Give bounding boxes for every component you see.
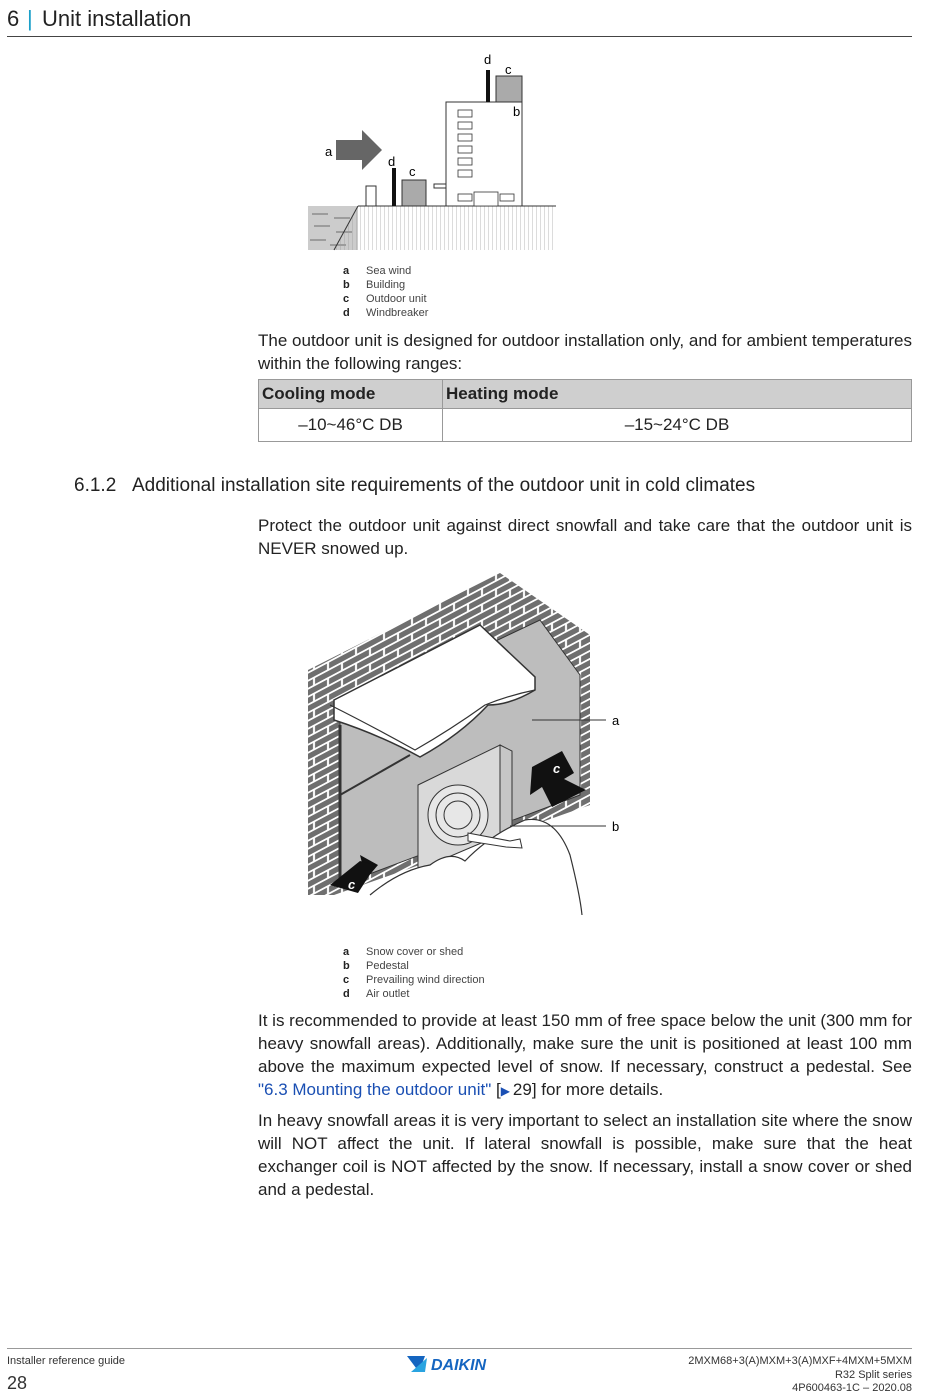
doc-code: 4P600463-1C – 2020.08 [792, 1382, 912, 1394]
callout-c-low: c [409, 164, 416, 179]
pedestal-text: It is recommended to provide at least 150 mm of free space below the unit (300 mm for heavy snowfall areas). Additionally, make sure the unit is positioned at least 100 mm above the maximum expected level of snow. If necessary, construct a pedestal. See [258, 1011, 912, 1076]
series-name: R32 Split series [834, 1369, 912, 1381]
callout-c-roof: c [505, 62, 512, 77]
legend-key: c [343, 974, 350, 986]
legend-text: Building [366, 279, 406, 291]
legend-text: Air outlet [366, 988, 410, 1000]
pedestal-text-after: ] for more details. [531, 1080, 664, 1099]
legend-text: Windbreaker [366, 307, 429, 319]
header-separator: | [27, 6, 33, 31]
column-header: Heating mode [443, 380, 912, 409]
chapter-number: 6 [7, 6, 20, 31]
legend-text: Sea wind [366, 265, 412, 277]
page-header [7, 6, 912, 37]
legend-key: b [343, 279, 350, 291]
legend-item [343, 306, 428, 320]
legend-text: Pedestal [366, 960, 409, 972]
ref-bracket: [ [491, 1080, 501, 1099]
legend-text: Snow cover or shed [366, 946, 464, 958]
legend-item [343, 959, 485, 973]
legend-text: Outdoor unit [366, 293, 427, 305]
callout-a: a [325, 144, 333, 159]
sea-wind-figure [300, 48, 562, 254]
page-ref-icon: ▶ [500, 1084, 510, 1098]
legend-key: d [343, 307, 350, 319]
table-cell: –15~24°C DB [443, 409, 912, 442]
legend-key: a [343, 946, 350, 958]
table-header-row [259, 380, 912, 409]
snow-paragraph: Protect the outdoor unit against direct snowfall and take care that the outdoor unit is NEVER snowed up. [258, 516, 912, 558]
callout-c-right: c [553, 761, 561, 776]
heavy-snow-paragraph: In heavy snowfall areas it is very important to select an installation site where the snow will NOT affect the unit. If lateral snowfall is possible, make sure that the heat exchanger coil is NOT affected by the snow. If necessary, install a snow cover or shed and a pedestal. [258, 1111, 912, 1199]
page-number: 28 [7, 1373, 28, 1393]
intro-paragraph: The outdoor unit is designed for outdoor installation only, and for ambient temperatures within the following ranges: [258, 331, 912, 373]
legend-key: b [343, 960, 350, 972]
section-heading [74, 475, 755, 497]
legend-key: a [343, 265, 350, 277]
legend-item [343, 987, 485, 1001]
page-ref[interactable]: 29 [512, 1080, 532, 1099]
snow-cover-figure [300, 565, 630, 940]
legend-key: d [343, 988, 350, 1000]
figure1-legend [343, 264, 428, 320]
legend-item [343, 973, 485, 987]
legend-text: Prevailing wind direction [366, 974, 485, 986]
table-row [259, 409, 912, 442]
callout-c-left: c [348, 877, 356, 892]
legend-item [343, 292, 428, 306]
callout-d-low: d [388, 154, 396, 169]
doc-type: Installer reference guide [7, 1355, 126, 1367]
footer-divider [7, 1348, 912, 1349]
table-cell: –10~46°C DB [259, 409, 443, 442]
column-header: Cooling mode [259, 380, 443, 409]
callout-b: b [612, 819, 620, 834]
legend-key: c [343, 293, 350, 305]
model-list: 2MXM68+3(A)MXM+3(A)MXF+4MXM+5MXM [688, 1355, 912, 1367]
legend-item [343, 278, 428, 292]
callout-d-roof: d [484, 52, 492, 67]
temperature-table [258, 379, 912, 442]
figure2-legend [343, 945, 485, 1001]
chapter-title: Unit installation [42, 6, 192, 31]
pedestal-paragraph [258, 1009, 912, 1103]
callout-b: b [513, 104, 521, 119]
section-title: Additional installation site requirements of the outdoor unit in cold climates [132, 475, 756, 496]
mounting-link[interactable]: "6.3 Mounting the outdoor unit" [258, 1080, 492, 1099]
brand-name: DAIKIN [431, 1357, 487, 1374]
daikin-logo [405, 1352, 515, 1376]
section-number: 6.1.2 [74, 475, 117, 496]
legend-item [343, 945, 485, 959]
legend-item [343, 264, 428, 278]
callout-a: a [612, 713, 620, 728]
